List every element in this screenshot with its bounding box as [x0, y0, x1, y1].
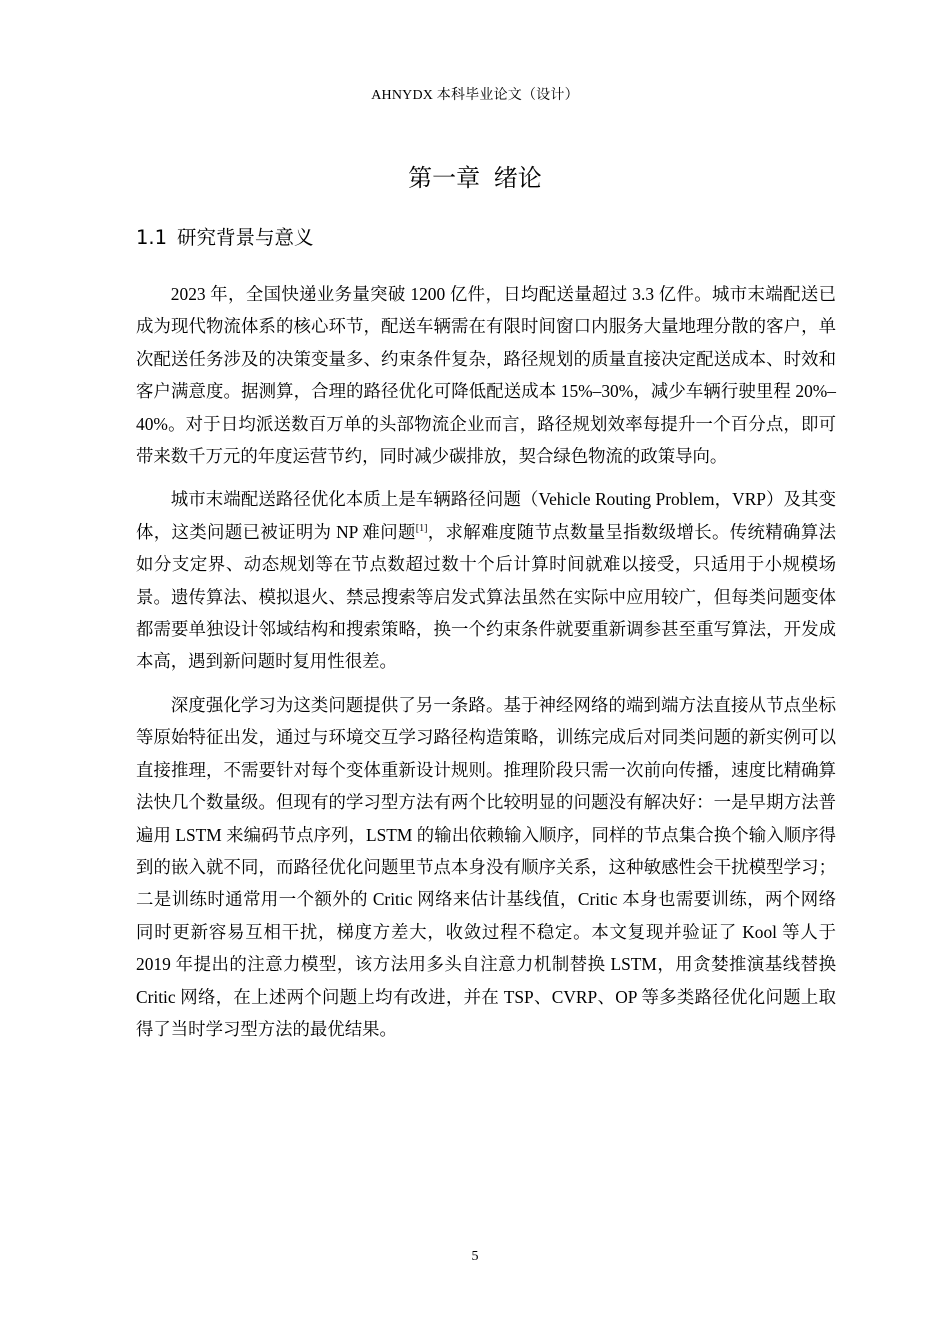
section-number: 1.1 [136, 226, 168, 249]
paragraph-2 [136, 483, 836, 677]
page-number: 5 [471, 1249, 479, 1264]
paragraph-1: 2023 年，全国快递业务量突破 1200 亿件，日均配送量超过 3.3 亿件。城市末端配送已成为现代物流体系的核心环节，配送车辆需在有限时间窗口内服务大量地理分散的客户，单次配送任务涉及的决策变量多、约束条件复杂，路径规划的质量直接决定配送成本、时效和客户满意度。据测算，合理的路径优化可降低配送成本 15%–30%，减少车辆行驶里程 20%–40%。对于日均派送数百万单的头部物流企业而言，路径规划效率每提升一个百分点，即可带来数千万元的年度运营节约，同时减少碳排放，契合绿色物流的政策导向。 [136, 284, 836, 467]
section-title-text: 研究背景与意义 [177, 226, 314, 249]
citation-marker[interactable]: [1] [415, 522, 428, 534]
paragraph-3: 深度强化学习为这类问题提供了另一条路。基于神经网络的端到端方法直接从节点坐标等原始特征出发，通过与环境交互学习路径构造策略，训练完成后对同类问题的新实例可以直接推理，不需要针对每个变体重新设计规则。推理阶段只需一次前向传播，速度比精确算法快几个数量级。但现有的学习型方法有两个比较明显的问题没有解决好：一是早期方法普遍用 LSTM 来编码节点序列，LSTM 的输出依赖输入顺序，同样的节点集合换个输入顺序得到的嵌入就不同，而路径优化问题里节点本身没有顺序关系，这种敏感性会干扰模型学习；二是训练时通常用一个额外的 Critic 网络来估计基线值，Critic 本身也需要训练，两个网络同时更新容易互相干扰，梯度方差大，收敛过程不稳定。本文复现并验证了 Kool 等人于 2019 年提出的注意力模型，该方法用多头自注意力机制替换 LSTM，用贪婪推演基线替换 Critic 网络，在上述两个问题上均有改进，并在 TSP、CVRP、OP 等多类路径优化问题上取得了当时学习型方法的最优结果。 [136, 694, 836, 1039]
chapter-title: 第一章 绪论 [408, 164, 542, 192]
section-heading [136, 222, 314, 250]
running-header: AHNYDX 本科毕业论文（设计） [371, 88, 579, 103]
paragraph-2-text-after: ，求解难度随节点数量呈指数级增长。传统精确算法如分支定界、动态规划等在节点数超过数十个后计算时间就难以接受，只适用于小规模场景。遗传算法、模拟退火、禁忌搜索等启发式算法虽然在实际中应用较广，但每类问题变体都需要单独设计邻域结构和搜索策略，换一个约束条件就要重新调参甚至重写算法，开发成本高，遇到新问题时复用性很差。 [136, 521, 836, 672]
body-text [136, 278, 836, 1056]
paragraph-2-text-before: 城市末端配送路径优化本质上是车辆路径问题（Vehicle Routing Problem，VRP）及其变体，这类问题已被证明为 NP 难问题 [136, 489, 836, 542]
